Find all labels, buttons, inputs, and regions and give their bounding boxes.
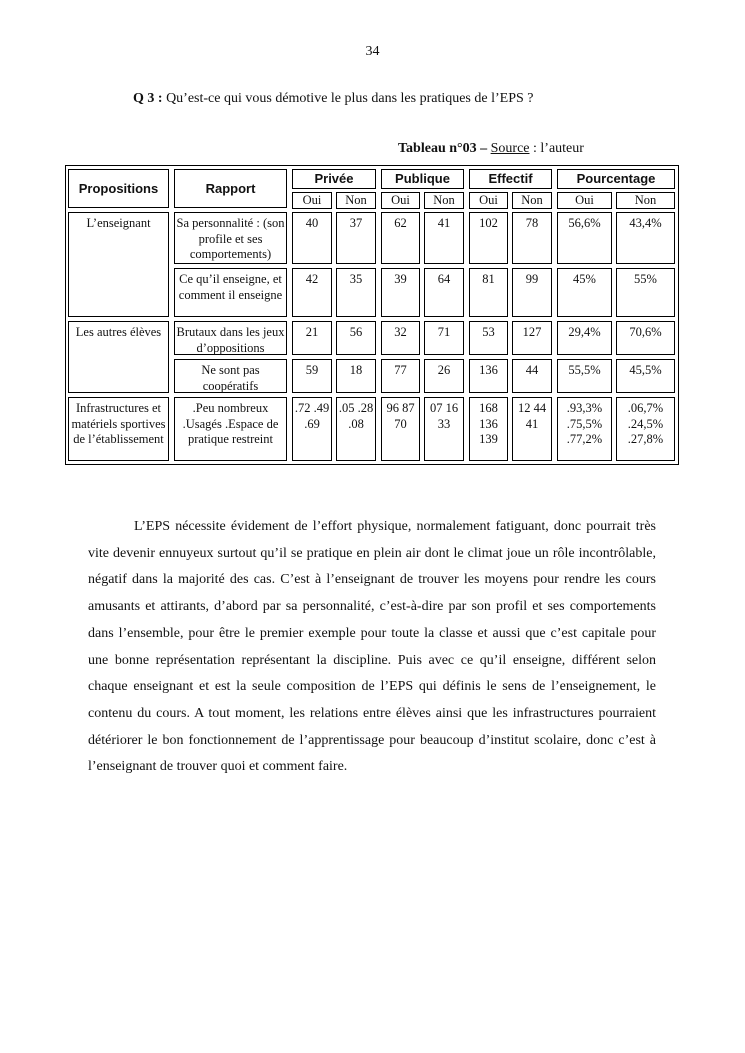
subheader-oui: Oui <box>557 192 612 209</box>
value-cell: .72 .49 .69 <box>292 397 332 461</box>
subheader-non: Non <box>616 192 675 209</box>
value-cell: .05 .28 .08 <box>336 397 376 461</box>
question-label: Q 3 : <box>133 91 163 106</box>
header-effectif: Effectif <box>469 169 552 189</box>
header-rapport: Rapport <box>174 169 287 208</box>
rapport-cell: Ce qu’il enseigne, et comment il enseigne <box>174 268 287 317</box>
value-cell: 35 <box>336 268 376 317</box>
table-caption <box>398 141 584 157</box>
subheader-non: Non <box>424 192 464 209</box>
value-cell: 32 <box>381 321 420 355</box>
page-number: 34 <box>365 44 380 59</box>
value-cell: 40 <box>292 212 332 264</box>
value-cell: 55,5% <box>557 359 612 393</box>
header-propositions: Propositions <box>68 169 169 208</box>
value-cell: 99 <box>512 268 552 317</box>
value-cell: 29,4% <box>557 321 612 355</box>
value-cell: 62 <box>381 212 420 264</box>
caption-source-label: Source <box>490 141 530 156</box>
value-cell: 59 <box>292 359 332 393</box>
proposition-cell: Infrastructures et matériels sportives de l’établissement <box>68 397 169 461</box>
header-privee: Privée <box>292 169 376 189</box>
value-cell: 102 <box>469 212 508 264</box>
value-cell: 56 <box>336 321 376 355</box>
value-cell: 26 <box>424 359 464 393</box>
subheader-non: Non <box>336 192 376 209</box>
value-cell: .93,3% .75,5% .77,2% <box>557 397 612 461</box>
value-cell: 42 <box>292 268 332 317</box>
question-text: Qu’est-ce qui vous démotive le plus dans les pratiques de l’EPS ? <box>166 91 534 106</box>
value-cell: 64 <box>424 268 464 317</box>
value-cell: 55% <box>616 268 675 317</box>
value-cell: 71 <box>424 321 464 355</box>
proposition-cell: L’enseignant <box>68 212 169 317</box>
value-cell: 70,6% <box>616 321 675 355</box>
value-cell: 21 <box>292 321 332 355</box>
value-cell: 78 <box>512 212 552 264</box>
subheader-oui: Oui <box>381 192 420 209</box>
value-cell: 07 16 33 <box>424 397 464 461</box>
value-cell: 127 <box>512 321 552 355</box>
rapport-cell: Sa personnalité : (son profile et ses comportements) <box>174 212 287 264</box>
body-paragraph: L’EPS nécessite évidement de l’effort physique, normalement fatiguant, donc pourrait très vite devenir ennuyeux surtout qu’il se pratique en plein air dont le climat joue un rôle incontrôlable, négatif dans la majorité des cas. C’est à l’enseignant de trouver les moyens pour rendre les cours amusants et attirants, d’abord par sa personnalité, c’est-à-dire par son profil et ses comportements dans l’ensemble, pour être le premier exemple pour toute la classe et aussi que c’est capitale pour une bonne représentation représentant la discipline. Puis avec ce qu’il enseigne, différent selon chaque enseignant et est la seule composition de l’EPS qui définis le sens de l’enseignement, le contenu du cours. A tout moment, les relations entre élèves ainsi que les infrastructures pourraient détériorer le bon fonctionnement de l’apprentissage pour beaucoup d’institut scolaire, donc c’est à l’enseignant de trouver quoi et comment faire. <box>88 519 656 775</box>
value-cell: 43,4% <box>616 212 675 264</box>
header-publique: Publique <box>381 169 464 189</box>
rapport-cell: .Peu nombreux .Usagés .Espace de pratique restreint <box>174 397 287 461</box>
value-cell: 37 <box>336 212 376 264</box>
header-pourcentage: Pourcentage <box>557 169 675 189</box>
value-cell: 168 136 139 <box>469 397 508 461</box>
value-cell: 81 <box>469 268 508 317</box>
proposition-cell: Les autres élèves <box>68 321 169 393</box>
rapport-cell: Brutaux dans les jeux d’oppositions <box>174 321 287 355</box>
value-cell: 136 <box>469 359 508 393</box>
value-cell: 41 <box>424 212 464 264</box>
value-cell: 39 <box>381 268 420 317</box>
question <box>133 91 534 107</box>
value-cell: .06,7% .24,5% .27,8% <box>616 397 675 461</box>
caption-label: Tableau n°03 – <box>398 141 488 156</box>
value-cell: 77 <box>381 359 420 393</box>
subheader-oui: Oui <box>292 192 332 209</box>
rapport-cell: Ne sont pas coopératifs <box>174 359 287 393</box>
value-cell: 96 87 70 <box>381 397 420 461</box>
subheader-non: Non <box>512 192 552 209</box>
value-cell: 53 <box>469 321 508 355</box>
subheader-oui: Oui <box>469 192 508 209</box>
value-cell: 56,6% <box>557 212 612 264</box>
caption-source-rest: : l’auteur <box>533 141 584 156</box>
value-cell: 12 44 41 <box>512 397 552 461</box>
value-cell: 45% <box>557 268 612 317</box>
value-cell: 18 <box>336 359 376 393</box>
value-cell: 44 <box>512 359 552 393</box>
value-cell: 45,5% <box>616 359 675 393</box>
